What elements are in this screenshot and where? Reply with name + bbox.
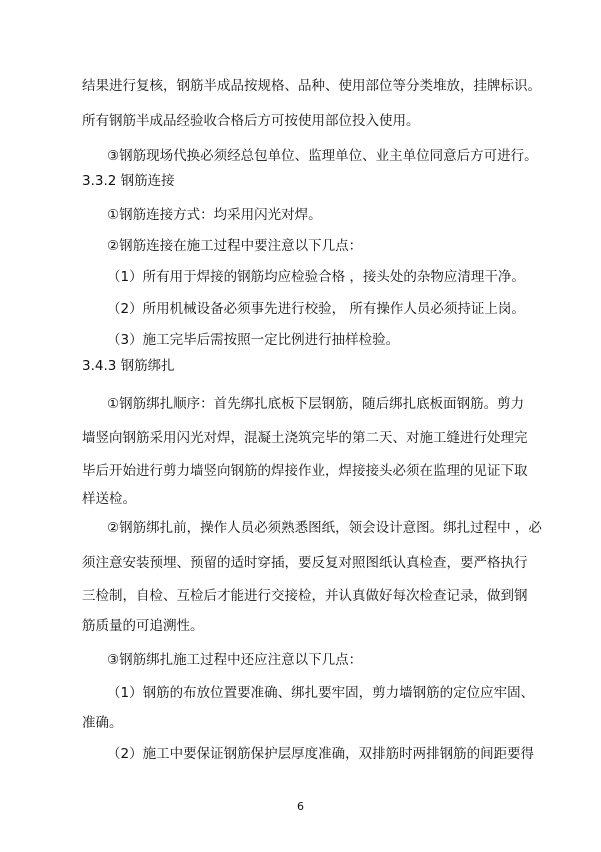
body-text-line: 毕后开始进行剪力墙竖向钢筋的焊接作业，焊接接头必须在监理的见证下取 [82, 463, 528, 479]
body-text-line: （1）钢筋的布放位置要准确、绑扎要牢固，剪力墙钢筋的定位应牢固、 [107, 685, 535, 701]
body-text-line: ③钢筋绑扎施工过程中还应注意以下几点： [107, 652, 363, 668]
body-text-line: ①钢筋连接方式：均采用闪光对焊。 [107, 207, 322, 223]
body-text-line: （2）施工中要保证钢筋保护层厚度准确，双排筋时两排钢筋的间距要得 [107, 746, 535, 762]
body-text-line: 三检制，自检、互检后才能进行交接检，并认真做好每次检查记录，做到钢 [82, 588, 528, 604]
body-text-line: （2）所用机械设备必须事先进行校验， 所有操作人员必须持证上岗。 [107, 301, 525, 317]
body-text-line: （1）所有用于焊接的钢筋均应检验合格 ，接头处的杂物应清理干净。 [107, 269, 525, 285]
body-text-line: ①钢筋绑扎顺序：首先绑扎底板下层钢筋，随后绑扎底板面钢筋。剪力 [107, 396, 525, 412]
body-text-line: ②钢筋绑扎前，操作人员必须熟悉图纸，领会设计意图。绑扎过程中 ，必 [107, 520, 542, 536]
body-text-line: 所有钢筋半成品经验收合格后方可按使用部位投入使用。 [82, 113, 420, 129]
body-text-line: ③钢筋现场代换必须经总包单位、监理单位、业主单位同意后方可进行。 [107, 148, 538, 164]
body-text-line: 结果进行复核，钢筋半成品按规格、品种、使用部位等分类堆放，挂牌标识。 [82, 78, 541, 94]
body-text-line: 准确。 [82, 715, 123, 731]
body-text-line: 筋质量的可追溯性。 [82, 618, 204, 634]
page-number: 6 [297, 800, 304, 813]
body-text-line: ②钢筋连接在施工过程中要注意以下几点： [107, 238, 363, 254]
section-heading-3-3-2: 3.3.2 钢筋连接 [82, 173, 175, 189]
body-text-line: 墙竖向钢筋采用闪光对焊，混凝土浇筑完毕的第二天、对施工缝进行处理完 [82, 430, 528, 446]
body-text-line: 样送检。 [82, 491, 136, 507]
body-text-line: （3）施工完毕后需按照一定比例进行抽样检验。 [107, 332, 400, 348]
section-heading-3-4-3: 3.4.3 钢筋绑扎 [82, 358, 175, 374]
body-text-line: 须注意安装预埋、预留的适时穿插，要反复对照图纸认真检查，要严格执行 [82, 555, 528, 571]
